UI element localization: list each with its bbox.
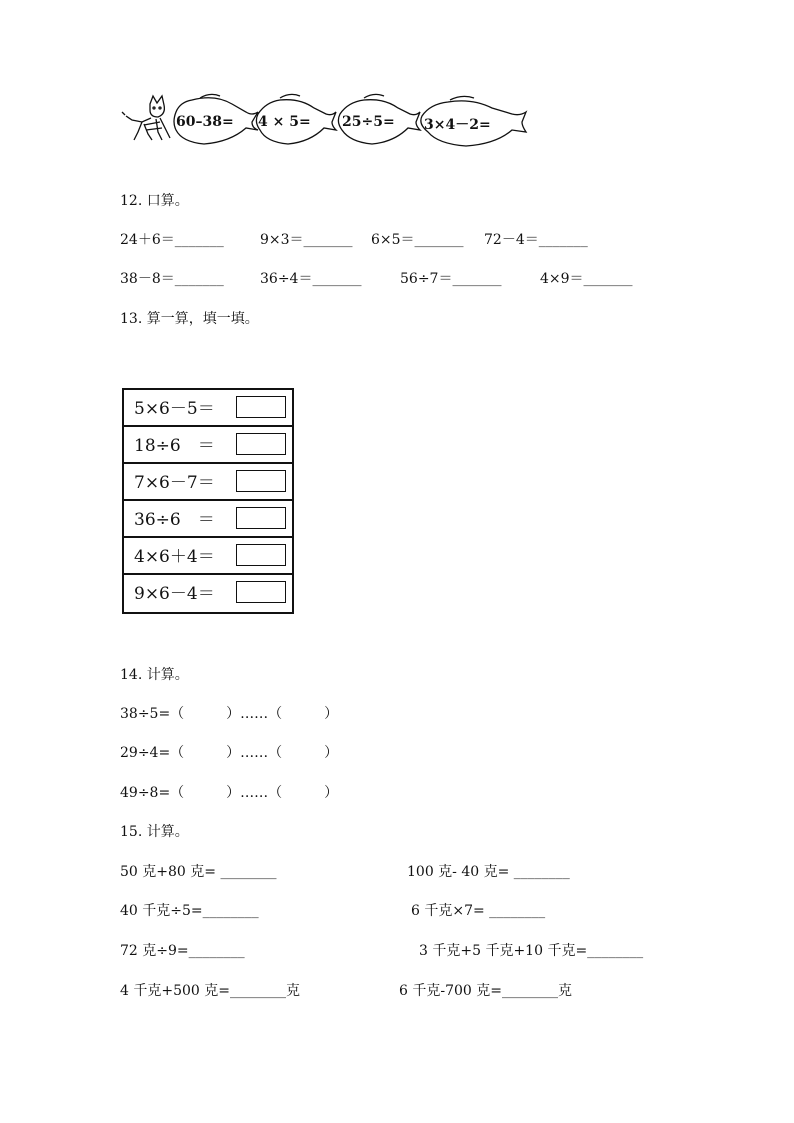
fill-in-table bbox=[122, 388, 294, 614]
table-row bbox=[124, 464, 292, 501]
q12-row2-item3: 56÷7＝_______ bbox=[400, 271, 502, 287]
answer-box[interactable] bbox=[236, 581, 286, 603]
q12-row1-item3: 6×5＝_______ bbox=[371, 232, 464, 248]
table-expression: 7×6－7＝ bbox=[134, 473, 215, 493]
q14-row1: 38÷5=（ ）……（ ） bbox=[120, 706, 339, 722]
fish-expression-1: 60–38= bbox=[176, 114, 234, 130]
q12-row1-item1: 24＋6＝_______ bbox=[120, 232, 224, 248]
q14-row3: 49÷8=（ ）……（ ） bbox=[120, 785, 339, 801]
table-row bbox=[124, 427, 292, 464]
q15-left-2: 40 千克÷5=________ bbox=[120, 903, 259, 919]
q12-row2-item2: 36÷4＝_______ bbox=[260, 271, 362, 287]
table-row bbox=[124, 501, 292, 538]
answer-box[interactable] bbox=[236, 544, 286, 566]
fish-expression-2: 4 × 5= bbox=[258, 114, 311, 130]
q12-row1-item2: 9×3＝_______ bbox=[260, 232, 353, 248]
table-expression: 4×6＋4＝ bbox=[134, 547, 215, 567]
table-row bbox=[124, 538, 292, 575]
table-row bbox=[124, 390, 292, 427]
q15-right-4: 6 千克-700 克=________克 bbox=[399, 983, 572, 999]
q14-row2: 29÷4=（ ）……（ ） bbox=[120, 745, 339, 761]
answer-box[interactable] bbox=[236, 470, 286, 492]
q15-left-1: 50 克+80 克= ________ bbox=[120, 864, 277, 880]
q15-right-3: 3 千克+5 千克+10 千克=________ bbox=[419, 943, 644, 959]
q15-title: 15. 计算。 bbox=[120, 824, 189, 840]
answer-box[interactable] bbox=[236, 507, 286, 529]
q15-left-3: 72 克÷9=________ bbox=[120, 943, 245, 959]
table-expression: 18÷6 ＝ bbox=[134, 436, 215, 456]
fish-expression-row bbox=[120, 92, 540, 154]
q15-left-4: 4 千克+500 克=________克 bbox=[120, 983, 300, 999]
table-expression: 5×6－5＝ bbox=[134, 399, 215, 419]
q15-right-2: 6 千克×7= ________ bbox=[411, 903, 546, 919]
q14-title: 14. 计算。 bbox=[120, 667, 189, 683]
q15-right-1: 100 克- 40 克= ________ bbox=[407, 864, 570, 880]
table-expression: 9×6－4＝ bbox=[134, 584, 215, 604]
q13-title: 13. 算一算，填一填。 bbox=[120, 311, 259, 327]
cat-icon bbox=[122, 96, 170, 140]
q12-row1-item4: 72－4＝_______ bbox=[484, 232, 588, 248]
q12-row2-item4: 4×9＝_______ bbox=[540, 271, 633, 287]
fish-expression-4: 3×4－2= bbox=[424, 117, 491, 133]
table-row bbox=[124, 575, 292, 612]
answer-box[interactable] bbox=[236, 433, 286, 455]
fish-expression-3: 25÷5= bbox=[342, 114, 395, 130]
table-expression: 36÷6 ＝ bbox=[134, 510, 215, 530]
answer-box[interactable] bbox=[236, 396, 286, 418]
q12-row2-item1: 38－8＝_______ bbox=[120, 271, 224, 287]
q12-title: 12. 口算。 bbox=[120, 193, 189, 209]
